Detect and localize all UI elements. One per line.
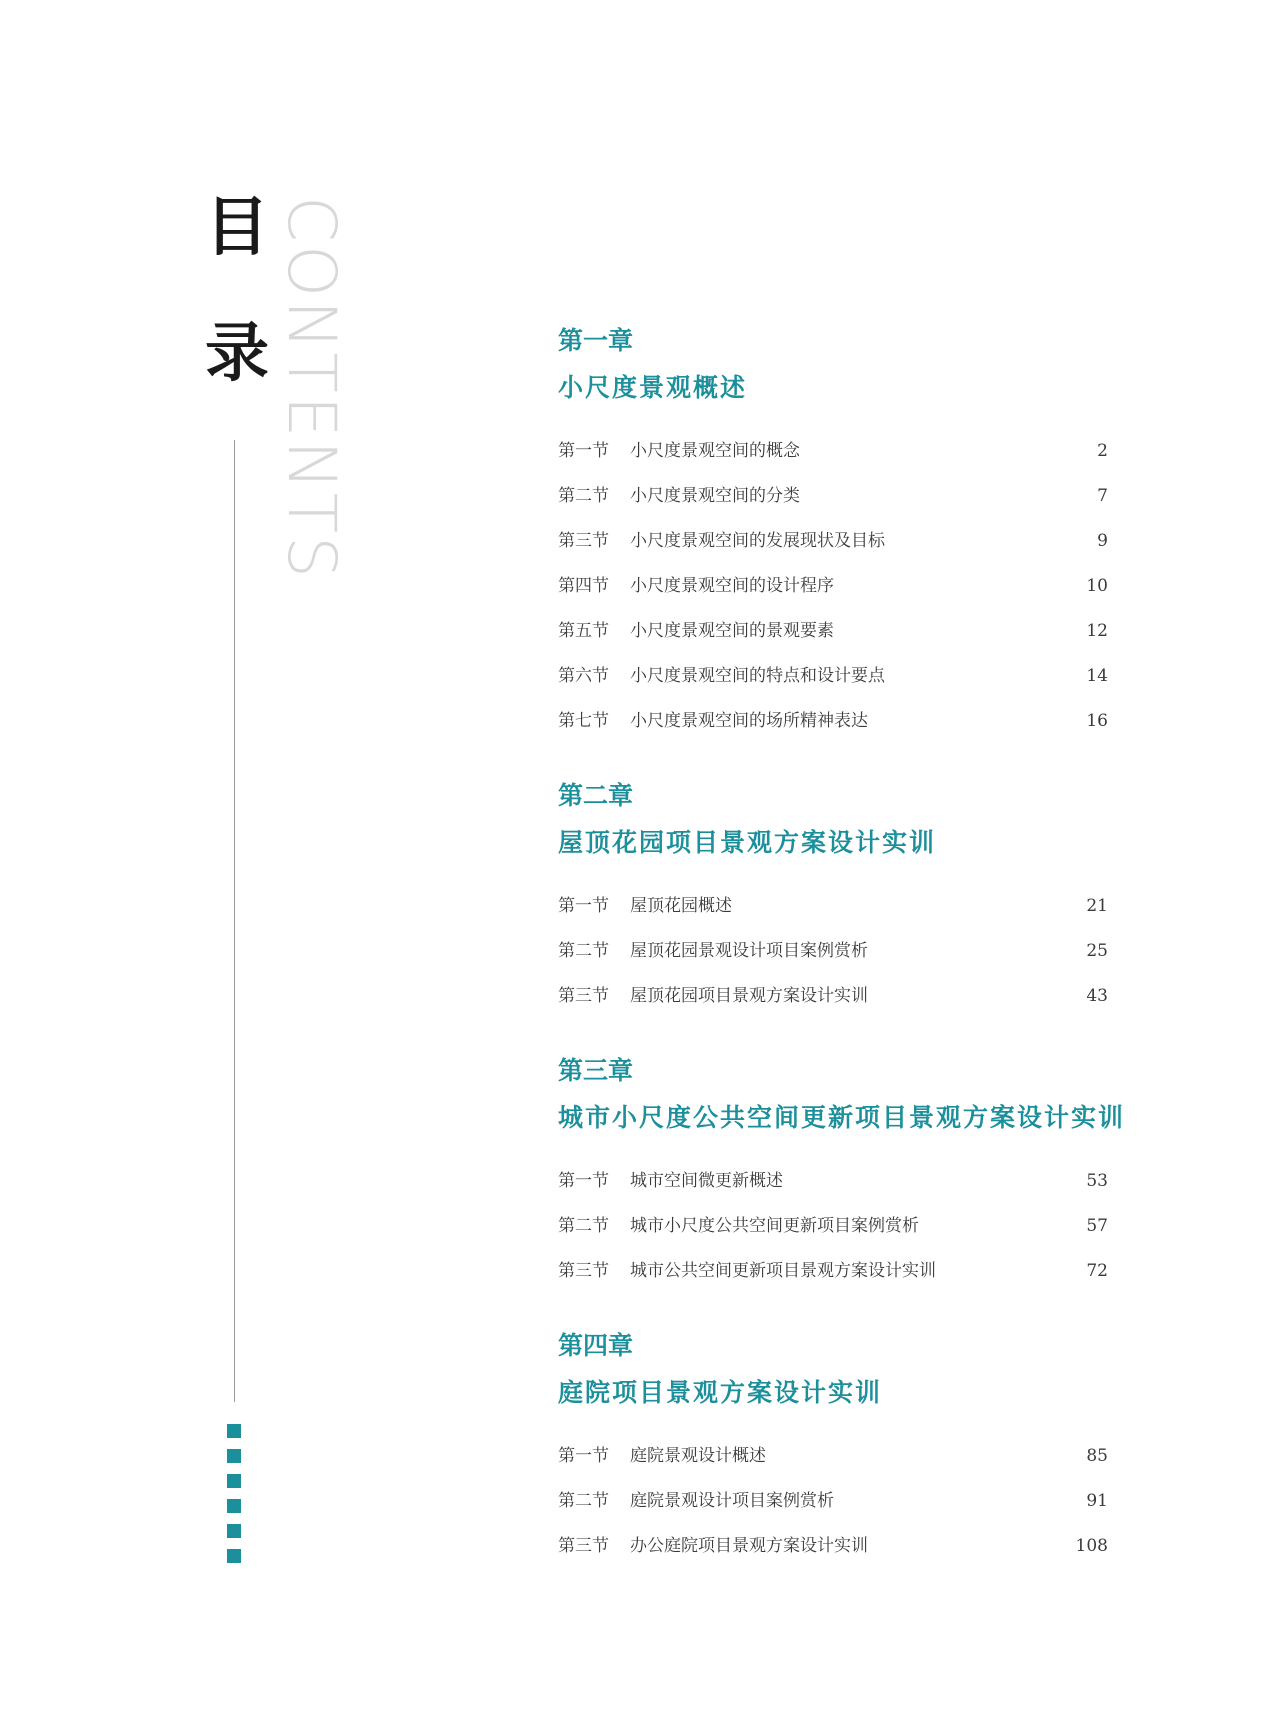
page-number: 72 [1086,1261,1108,1281]
page-number: 9 [1097,531,1108,551]
section-title: 小尺度景观空间的场所精神表达 [630,711,868,731]
chapter-number: 第二章 [558,781,634,810]
chapter-title: 城市小尺度公共空间更新项目景观方案设计实训 [558,1103,1126,1132]
toc-entry[interactable] [558,1215,1108,1237]
page-number: 7 [1097,486,1108,506]
section-title: 小尺度景观空间的概念 [630,441,800,461]
section-number: 第三节 [558,1536,609,1556]
chapter-number: 第四章 [558,1331,634,1360]
toc-entry[interactable] [558,485,1108,507]
section-title: 屋顶花园概述 [630,896,732,916]
page-number: 2 [1097,441,1108,461]
chapter-number: 第三章 [558,1056,634,1085]
page-number: 14 [1086,666,1108,686]
decorative-square [227,1424,241,1438]
toc-entry[interactable] [558,940,1108,962]
toc-entry[interactable] [558,1535,1108,1557]
section-number: 第三节 [558,1261,609,1281]
section-number: 第六节 [558,666,609,686]
decorative-square [227,1499,241,1513]
chapter-title: 庭院项目景观方案设计实训 [558,1378,883,1407]
toc-entry[interactable] [558,1445,1108,1467]
page-number: 12 [1086,621,1108,641]
section-title: 小尺度景观空间的发展现状及目标 [630,531,885,551]
toc-entry[interactable] [558,1490,1108,1512]
section-title: 庭院景观设计项目案例赏析 [630,1491,834,1511]
section-number: 第二节 [558,941,609,961]
section-number: 第二节 [558,486,609,506]
page-number: 53 [1086,1171,1108,1191]
toc-title-char-mu: 目 [205,190,269,265]
section-number: 第七节 [558,711,609,731]
page-number: 43 [1086,986,1108,1006]
section-number: 第三节 [558,986,609,1006]
page-number: 21 [1086,896,1108,916]
section-number: 第四节 [558,576,609,596]
toc-entry[interactable] [558,620,1108,642]
chapter-title: 小尺度景观概述 [558,373,748,402]
vertical-divider [234,440,235,1402]
decorative-square [227,1549,241,1563]
section-title: 城市公共空间更新项目景观方案设计实训 [630,1261,936,1281]
section-title: 庭院景观设计概述 [630,1446,766,1466]
section-number: 第二节 [558,1491,609,1511]
section-title: 屋顶花园景观设计项目案例赏析 [630,941,868,961]
page-number: 91 [1086,1491,1108,1511]
decorative-squares [227,1424,241,1574]
section-number: 第一节 [558,1446,609,1466]
section-title: 屋顶花园项目景观方案设计实训 [630,986,868,1006]
page-number: 85 [1086,1446,1108,1466]
section-title: 办公庭院项目景观方案设计实训 [630,1536,868,1556]
section-title: 小尺度景观空间的特点和设计要点 [630,666,885,686]
decorative-square [227,1449,241,1463]
toc-entry[interactable] [558,895,1108,917]
page-number: 10 [1086,576,1108,596]
decorative-square [227,1474,241,1488]
toc-entry[interactable] [558,665,1108,687]
section-title: 小尺度景观空间的景观要素 [630,621,834,641]
section-number: 第一节 [558,896,609,916]
toc-entry[interactable] [558,985,1108,1007]
section-number: 第一节 [558,1171,609,1191]
section-title: 城市小尺度公共空间更新项目案例赏析 [630,1216,919,1236]
section-title: 城市空间微更新概述 [630,1171,783,1191]
page-number: 57 [1086,1216,1108,1236]
page-number: 25 [1086,941,1108,961]
section-number: 第一节 [558,441,609,461]
toc-entry[interactable] [558,1260,1108,1282]
page-number: 16 [1086,711,1108,731]
contents-watermark: CONTENTS [273,196,350,582]
decorative-square [227,1524,241,1538]
toc-entry[interactable] [558,1170,1108,1192]
page-number: 108 [1075,1536,1108,1556]
toc-title-char-lu: 录 [205,316,269,391]
toc-entry[interactable] [558,530,1108,552]
chapter-title: 屋顶花园项目景观方案设计实训 [558,828,937,857]
section-title: 小尺度景观空间的设计程序 [630,576,834,596]
section-number: 第二节 [558,1216,609,1236]
section-number: 第五节 [558,621,609,641]
toc-entry[interactable] [558,575,1108,597]
chapter-number: 第一章 [558,326,634,355]
toc-entry[interactable] [558,710,1108,732]
toc-entry[interactable] [558,440,1108,462]
section-number: 第三节 [558,531,609,551]
section-title: 小尺度景观空间的分类 [630,486,800,506]
